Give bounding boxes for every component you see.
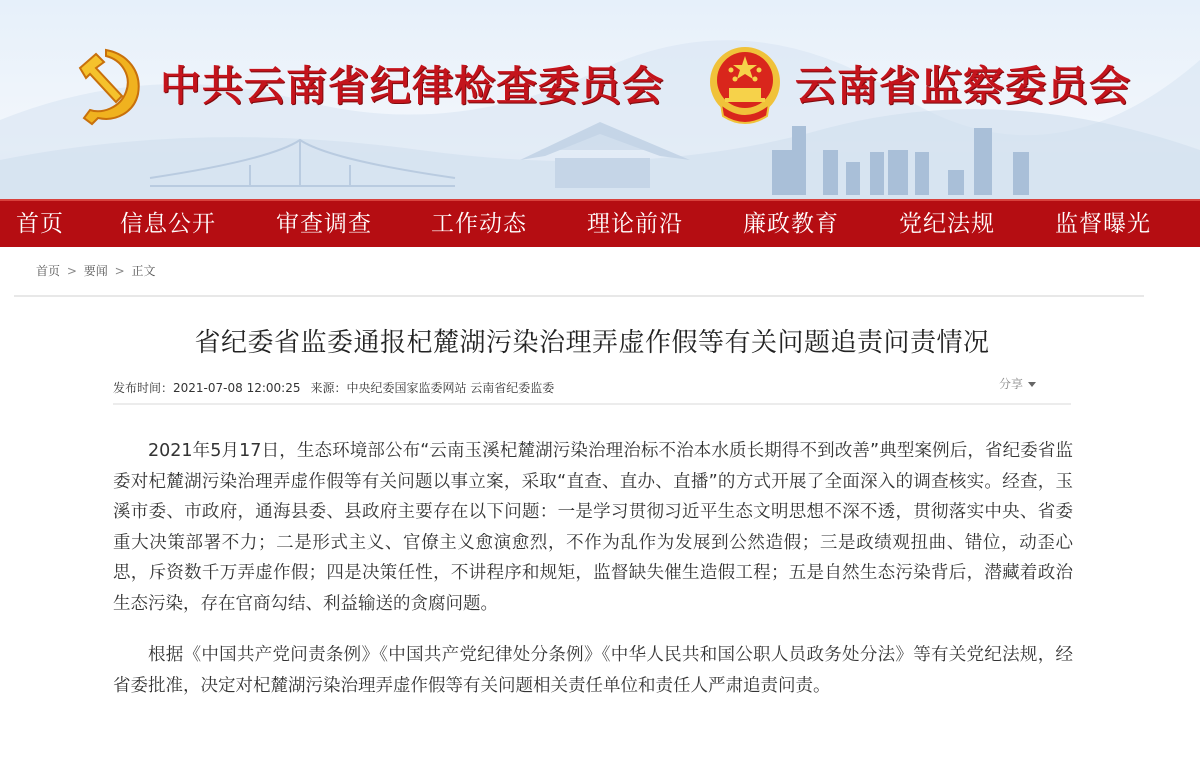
national-emblem-icon: [707, 44, 783, 126]
article-body: [113, 436, 1073, 722]
breadcrumb-news[interactable]: 要闻: [83, 264, 108, 278]
nav-item-education[interactable]: 廉政教育: [743, 211, 839, 237]
breadcrumb-separator: >: [66, 264, 77, 278]
nav-item-regulations[interactable]: 党纪法规: [899, 211, 995, 237]
source: 中央纪委国家监委网站 云南省纪委监委: [346, 381, 555, 395]
breadcrumb-home[interactable]: 首页: [36, 264, 61, 278]
share-label: 分享: [999, 377, 1024, 391]
article-paragraph: 2021年5月17日，生态环境部公布“云南玉溪杞麓湖污染治理治标不治本水质长期得不到改善”典型案例后，省纪委省监委对杞麓湖污染治理弄虚作假等有关问题以事立案，采取“直查、直办、直播”的方式开展了全面深入的调查核实。经查，玉溪市委、市政府，通海县委、县政府主要存在以下问题：一是学习贯彻习近平生态文明思想不深不透，贯彻落实中央、省委重大决策部署不力；二是形式主义、官僚主义愈演愈烈，不作为乱作为发展到公然造假；三是政绩观扭曲、错位，动歪心思，斥资数千万弄虚作假；四是决策任性，不讲程序和规矩，监督缺失催生造假工程；五是自然生态污染背后，潜藏着政治生态污染，存在官商勾结、利益输送的贪腐问题。: [113, 441, 1073, 614]
nav-item-theory[interactable]: 理论前沿: [587, 211, 683, 237]
party-emblem-icon: [66, 46, 146, 126]
article-paragraph: 根据《中国共产党问责条例》《中国共产党纪律处分条例》《中华人民共和国公职人员政务处分法》等有关党纪法规，经省委批准，决定对杞麓湖污染治理弄虚作假等有关问题相关责任单位和责任人严肃追责问责。: [113, 645, 1073, 696]
divider: [113, 403, 1071, 405]
site-banner: [0, 0, 1200, 199]
nav-item-work-news[interactable]: 工作动态: [431, 211, 527, 237]
commission-title: 中共云南省纪律检查委员会: [160, 62, 664, 110]
chevron-down-icon: [1028, 382, 1036, 387]
article-meta: [113, 379, 554, 396]
nav-item-info-public[interactable]: 信息公开: [120, 211, 216, 237]
supervision-commission-title: 云南省监察委员会: [795, 62, 1131, 110]
publish-time: 2021-07-08 12:00:25: [173, 381, 301, 395]
nav-item-review[interactable]: 审查调查: [276, 211, 372, 237]
breadcrumb-current: 正文: [131, 264, 156, 278]
publish-time-label: 发布时间：: [113, 381, 174, 395]
nav-item-exposure[interactable]: 监督曝光: [1055, 211, 1151, 237]
article-title: 省纪委省监委通报杞麓湖污染治理弄虚作假等有关问题追责问责情况: [194, 328, 990, 358]
share-dropdown[interactable]: [999, 375, 1036, 392]
divider: [14, 295, 1144, 297]
nav-item-home[interactable]: 首页: [16, 211, 64, 237]
breadcrumb-separator: >: [114, 264, 125, 278]
source-label: 来源：: [310, 381, 347, 395]
breadcrumb: [36, 262, 158, 279]
main-nav: [0, 199, 1200, 247]
